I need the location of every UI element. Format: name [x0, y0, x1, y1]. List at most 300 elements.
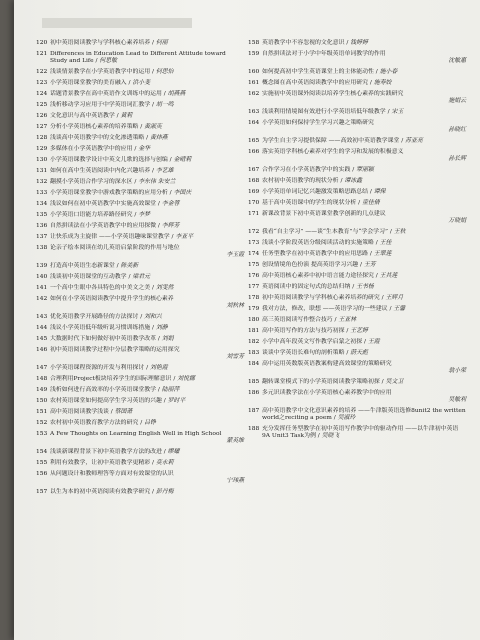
entry-title-text: 实施初中英语课外阅读以培养学生核心素养的实践研究 — [262, 91, 404, 97]
toc-entry — [248, 350, 466, 357]
entry-author: 吴淑玲 — [337, 415, 356, 421]
entry-title-text: 初中英语阅读教学与学科核心素养培养 — [50, 40, 151, 46]
toc-right-column — [248, 40, 466, 444]
entry-title-text: 多媒体在小学英语教学中的应用 — [50, 146, 133, 152]
entry-title: 初中英语阅读教学与学科核心素养培养的研究 / 王辉月 — [262, 295, 404, 301]
entry-author: 刘悦娜 — [177, 376, 195, 382]
entry-title-text: 合理利用Project板块培养学生的国际理解意识 — [50, 376, 172, 382]
toc-entry — [36, 102, 244, 109]
entry-title-text: 英语教学中不容忽视的文化意识 — [262, 40, 345, 46]
entry-author: 胡燕燕 — [167, 91, 186, 97]
entry-title-text: 浅谈新课程背景下初中英语教学方法的改进 — [50, 449, 162, 455]
entry-author: 覃丽颖 — [356, 167, 374, 173]
toc-entry — [248, 40, 466, 47]
entry-title-text: 高中运用英数版英语教案构建高效课堂的策略研究 — [262, 361, 392, 367]
entry-title: 充分发挥任务型教学在初中英语写作教学中的驱动作用 ——以牛津初中英语9A Unit3 Task为例 / 吴晓飞 — [262, 426, 459, 439]
entry-title-text: 如何在高中生英语阅读中内化兴趣培养 — [50, 168, 151, 174]
entry-page-number: 150 — [36, 398, 48, 404]
toc-entry — [36, 387, 244, 394]
entry-author: 钱婷婷 — [350, 40, 368, 46]
book-page — [14, 0, 480, 640]
entry-title-text: 小学英语课堂教学中游戏教学策略的应用分析 — [50, 190, 168, 196]
entry-author: 何丽 — [155, 40, 168, 46]
entry-title — [262, 51, 466, 58]
entry-title — [262, 390, 466, 397]
toc-entry — [36, 234, 244, 241]
entry-author: 王芳 — [363, 262, 376, 268]
entry-title: 农村初中英语教育教学方法的研究 / 吕铮 — [50, 420, 156, 426]
entry-title-text: 农村初中英语教学的现状分析 — [262, 178, 339, 184]
toc-entry — [248, 149, 466, 163]
entry-title: 合理利用Project板块培养学生的国际理解意识 / 刘悦娜 — [50, 376, 195, 382]
entry-title: 创设情境角色扮演 提高英语学习兴趣 / 王芳 — [262, 262, 376, 268]
entry-author: 李亚平 — [175, 234, 194, 240]
entry-author: 洪小斐 — [132, 80, 150, 86]
entry-author: 王秋 — [393, 229, 406, 235]
entry-page-number: 137 — [36, 234, 48, 240]
entry-title: 话题背景教学在高中英语作文训练中的运用 / 胡燕燕 — [50, 91, 186, 97]
entry-title-text: 高三英语阅读写作整合技巧 — [262, 317, 333, 323]
entry-page-number: 168 — [248, 178, 260, 184]
toc-entry — [248, 91, 466, 105]
entry-page-number: 156 — [36, 471, 48, 477]
entry-author: 陈美新 — [120, 263, 139, 269]
entry-title-text: 从问题设计和教师理答等方面对有效课堂的认识 — [50, 471, 174, 477]
entry-author: 童佳倩 — [361, 200, 380, 206]
toc-entry — [248, 178, 466, 185]
entry-author: 何思敏 — [99, 58, 117, 64]
entry-author: 罗时平 — [167, 398, 186, 404]
entry-page-number: 130 — [36, 157, 48, 163]
entry-page-number: 140 — [36, 274, 48, 280]
entry-author: 王霞 — [367, 339, 380, 345]
entry-title: 谈谈中学英语长难句的剖析策略 / 蔚天彪 — [262, 350, 368, 356]
entry-page-number: 124 — [36, 91, 48, 97]
entry-title-text: 我看“自主学习” ——谈“生本教育”与“学会学习” — [262, 229, 388, 235]
entry-author: 宋玉 — [391, 109, 404, 115]
entry-page-number: 139 — [36, 263, 48, 269]
entry-author: 吕铮 — [144, 420, 156, 426]
toc-entry — [36, 460, 244, 467]
entry-title: 翻摸小学英语合作学习的深水区 / 李东伟 朱安兰 — [50, 179, 176, 185]
entry-author: 王翠莲 — [373, 251, 392, 257]
entry-page-number: 166 — [248, 149, 260, 155]
entry-title: 浅析如何进行高效率的小学英语课堂教学 / 陆丽萍 — [50, 387, 180, 393]
toc-entry — [248, 211, 466, 225]
entry-author: 吴敏利 — [448, 397, 466, 403]
entry-title: 浅谈高中英语教学中的文化渗透策略 / 黄炜燕 — [50, 135, 168, 141]
entry-title-text: 高中英语教学中文化意识素养的培养 ——牛津版英语选修8unit2 the written world之reciting a poem — [262, 408, 466, 421]
entry-title-text: 小学英语课堂教学的美育融入 — [50, 80, 127, 86]
entry-author: 刘静 — [155, 325, 168, 331]
entry-author: 施娟云 — [448, 98, 466, 104]
entry-author: 金华 — [138, 146, 150, 152]
entry-title: 优化英语教学开展路径的方法探讨 / 刘和兴 — [50, 314, 162, 320]
toc-entry — [36, 135, 244, 142]
entry-author: 蔡国萧 — [114, 409, 133, 415]
entry-author: 李辉芳 — [161, 223, 180, 229]
entry-title-text: 高中英语写作的方法与技巧初探 — [262, 328, 345, 334]
toc-entry — [248, 306, 466, 313]
entry-title: 高中英语核心素养中初中语言能力途径探究 / 王其莲 — [262, 273, 398, 279]
entry-author: 宁玮燕 — [226, 478, 244, 484]
entry-title: 翻转课堂模式下的小学英语阅读教学策略初探 / 吴文卫 — [262, 379, 404, 385]
entry-page-number: 174 — [248, 251, 260, 257]
entry-title-text: 利用有效教学，让初中英语教学更精彩 — [50, 460, 151, 466]
entry-title-text: 谈谈中学英语长难句的剖析策略 — [262, 350, 345, 356]
entry-author: 翁小荣 — [448, 368, 466, 374]
entry-page-number: 185 — [248, 379, 260, 385]
entry-title: 高中英语写作的方法与技巧初探 / 王艺婷 — [262, 328, 368, 334]
entry-title: 高三英语阅读写作整合技巧 / 王亚林 — [262, 317, 357, 323]
entry-title-text: 一个高中生眼中各具特色的中美文之美 — [50, 285, 151, 291]
entry-title: 浅谈小学阶段英语分级阅读活动的实施策略 / 王佳 — [262, 240, 392, 246]
entry-page-number: 176 — [248, 273, 260, 279]
entry-title-text: 以生为本的初中英语阅读有效教学研究 — [50, 489, 151, 495]
entry-title-text: 浅析移动学习应用于中学英语词汇教学 — [50, 102, 151, 108]
entry-page-number: 138 — [36, 245, 48, 251]
entry-page-number: 131 — [36, 168, 48, 174]
entry-title: 自然拼读法在小学英语教学中的应用探微 / 李辉芳 — [50, 223, 180, 229]
entry-title: 小学英语课堂教学的美育融入 / 洪小斐 — [50, 80, 150, 86]
entry-page-number: 161 — [248, 80, 260, 86]
entry-page-number: 172 — [248, 229, 260, 235]
entry-author: 黄淑英 — [144, 124, 162, 130]
entry-page-number: 177 — [248, 284, 260, 290]
entry-page-number: 184 — [248, 361, 260, 367]
entry-title: 小学英语口语能力培养路径研究 / 李梦 — [50, 212, 150, 218]
entry-title: 概念图在高中英语阅读教学中的应用研究 / 施寿姣 — [262, 80, 392, 86]
entry-author: 王馨 — [393, 306, 406, 312]
entry-page-number: 179 — [248, 306, 260, 312]
toc-left-column — [36, 40, 244, 500]
entry-title: 分析小学英语核心素养的培养策略 / 黄淑英 — [50, 124, 162, 130]
entry-page-number: 142 — [36, 296, 48, 302]
entry-page-number: 122 — [36, 69, 48, 75]
toc-entry — [248, 138, 466, 145]
entry-title-text: 话题背景教学在高中英语作文训练中的运用 — [50, 91, 162, 97]
entry-page-number: 157 — [36, 489, 48, 495]
entry-title: 让快乐成为主旋律 ——小学英语趣味课堂教学 / 李亚平 — [50, 234, 194, 240]
entry-title-text: 浅谈初中英语课堂的互动教学 — [50, 274, 127, 280]
toc-entry — [36, 245, 244, 259]
entry-page-number: 144 — [36, 325, 48, 331]
entry-title: 如何在高中生英语阅读中内化兴趣培养 / 李艺雄 — [50, 168, 174, 174]
toc-entry — [36, 124, 244, 131]
entry-page-number: 123 — [36, 80, 48, 86]
entry-title-text: 让快乐成为主旋律 ——小学英语趣味课堂教学 — [50, 234, 170, 240]
entry-page-number: 149 — [36, 387, 48, 393]
entry-title — [50, 296, 244, 303]
entry-author: 王书杨 — [356, 284, 374, 290]
entry-author: 谭保 — [373, 189, 386, 195]
entry-author: 苏亚亮 — [405, 138, 423, 144]
entry-title-text: 高中英语阅读教学浅谈 — [50, 409, 109, 415]
entry-author: 刘艳霞 — [149, 365, 168, 371]
entry-author: 刘雪芳 — [226, 354, 244, 360]
toc-entry — [248, 262, 466, 269]
entry-author: 蔚天彪 — [350, 350, 368, 356]
entry-title — [262, 149, 466, 156]
toc-entry — [248, 317, 466, 324]
entry-title: 浅议如何在初中英语教学中实施高效课堂 / 李金蓉 — [50, 201, 180, 207]
entry-page-number: 133 — [36, 190, 48, 196]
toc-entry — [248, 51, 466, 65]
entry-author: 谭冰鑫 — [344, 178, 362, 184]
toc-entry — [36, 409, 244, 416]
entry-title-text: 农村英语课堂如何提高学生学习英语的兴趣 — [50, 398, 162, 404]
entry-title: 合作学习在小学英语教学中的实践 / 覃丽颖 — [262, 167, 374, 173]
entry-page-number: 134 — [36, 201, 48, 207]
entry-title-text: 论亲子绘本阅读在幼儿英语启蒙阶段的作用与地位 — [50, 245, 180, 251]
entry-author: 施小春 — [379, 69, 398, 75]
entry-page-number: 125 — [36, 102, 48, 108]
entry-page-number: 171 — [248, 211, 260, 217]
entry-page-number: 155 — [36, 460, 48, 466]
toc-entry — [248, 240, 466, 247]
entry-page-number: 169 — [248, 189, 260, 195]
entry-page-number: 188 — [248, 426, 260, 432]
entry-author: 吴文卫 — [385, 379, 404, 385]
entry-title: 小学英语课教学设计中英文儿歌的选择与创编 / 金晴莉 — [50, 157, 192, 163]
entry-page-number: 186 — [248, 390, 260, 396]
entry-title-text: 小学中高年段英文写作教学启蒙之初探 — [262, 339, 363, 345]
toc-entry — [248, 229, 466, 236]
entry-title-text: 为学生自主学习提供保障 ——高效初中英语教学课堂 — [262, 138, 400, 144]
toc-entry — [248, 109, 466, 116]
entry-title: 高中英语教学中文化意识素养的培养 ——牛津版英语选修8unit2 the written world之reciting a poem / 吴淑玲 — [262, 408, 466, 421]
entry-title-text: 概念图在高中英语阅读教学中的应用研究 — [262, 80, 369, 86]
entry-title: 英语阅读中的固定句式的总结归纳 / 王书杨 — [262, 284, 374, 290]
toc-entry — [36, 80, 244, 87]
entry-page-number: 159 — [248, 51, 260, 57]
entry-author: 王艺婷 — [350, 328, 368, 334]
toc-entry — [36, 263, 244, 270]
entry-page-number: 151 — [36, 409, 48, 415]
entry-title-text: 优化英语教学开展路径的方法探讨 — [50, 314, 139, 320]
entry-page-number: 158 — [248, 40, 260, 46]
entry-author: 施寿姣 — [373, 80, 392, 86]
entry-title — [262, 120, 466, 127]
entry-page-number: 127 — [36, 124, 48, 130]
toc-entry — [36, 296, 244, 310]
toc-entry — [248, 390, 466, 404]
entry-title-text: 多元识读教学法在小学英语核心素养教学中的应用 — [262, 390, 392, 396]
entry-title: 多媒体在小学英语教学中的应用 / 金华 — [50, 146, 150, 152]
entry-author: 黄莉 — [120, 113, 133, 119]
entry-author: 沈敏惠 — [448, 58, 466, 64]
entry-author: 王辉月 — [385, 295, 404, 301]
entry-title: 初中英语阅读教学与学科核心素养培养 / 何丽 — [50, 40, 168, 46]
entry-title: 小学英语课堂教学中游戏教学策略的应用分析 / 李国庆 — [50, 190, 192, 196]
entry-title: 浅议小学英语低年级听说习惯训练措施 / 刘静 — [50, 325, 168, 331]
toc-entry — [36, 146, 244, 153]
entry-author: 莫永莉 — [155, 460, 174, 466]
toc-entry — [36, 190, 244, 197]
entry-page-number: 143 — [36, 314, 48, 320]
toc-entry — [36, 179, 244, 186]
entry-author: 孙长辉 — [448, 156, 466, 162]
entry-title: 浅谈利用情境图有效进行小学英语培低年级教学 / 宋玉 — [262, 109, 404, 115]
entry-title — [50, 245, 244, 252]
entry-title — [262, 91, 466, 98]
toc-entry — [36, 471, 244, 485]
toc-entry — [36, 365, 244, 372]
entry-title: 小学英语课程资源的开发与利用探讨 / 刘艳霞 — [50, 365, 168, 371]
entry-author: 金晴莉 — [173, 157, 192, 163]
entry-title-text: 分析小学英语核心素养的培养策略 — [50, 124, 139, 130]
entry-page-number: 126 — [36, 113, 48, 119]
entry-page-number: 147 — [36, 365, 48, 371]
entry-page-number: 145 — [36, 336, 48, 342]
entry-title: 基于高中英语课中的学生的现状分析 / 童佳倩 — [262, 200, 380, 206]
entry-author: 王佳 — [379, 240, 392, 246]
entry-title-text: 浅议小学英语低年级听说习惯训练措施 — [50, 325, 151, 331]
entry-title-text: 浅谈高中英语教学中的文化渗透策略 — [50, 135, 145, 141]
toc-entry — [248, 295, 466, 302]
entry-author: 陆丽萍 — [161, 387, 180, 393]
entry-page-number: 132 — [36, 179, 48, 185]
toc-entry — [36, 398, 244, 405]
entry-title: 英语教学中不容忽视的文化意识 / 钱婷婷 — [262, 40, 368, 46]
entry-title — [262, 211, 466, 218]
entry-author: 胡一鸣 — [155, 102, 174, 108]
entry-title: 农村英语课堂如何提高学生学习英语的兴趣 / 罗时平 — [50, 398, 186, 404]
entry-author: 缪耀 — [167, 449, 180, 455]
entry-title: 浅谈新课程背景下初中英语教学方法的改进 / 缪耀 — [50, 449, 180, 455]
toc-entry — [36, 431, 244, 445]
toc-entry — [36, 420, 244, 427]
entry-page-number: 120 — [36, 40, 48, 46]
entry-page-number: 153 — [36, 431, 48, 437]
entry-title: 利用有效教学，让初中英语教学更精彩 / 莫永莉 — [50, 460, 174, 466]
toc-entry — [248, 426, 466, 440]
entry-page-number: 167 — [248, 167, 260, 173]
entry-title-text: 自然拼读法在小学英语教学中的应用探微 — [50, 223, 157, 229]
entry-page-number: 164 — [248, 120, 260, 126]
entry-title-text: 浅议如何在初中英语教学中实施高效课堂 — [50, 201, 157, 207]
toc-entry — [36, 69, 244, 76]
entry-author: 刘秋林 — [226, 303, 244, 309]
entry-page-number: 181 — [248, 328, 260, 334]
entry-page-number: 165 — [248, 138, 260, 144]
entry-title-text: 如何提高初中学生英语课堂上的主体能动性 — [262, 69, 374, 75]
toc-entry — [248, 200, 466, 207]
entry-author: 刘雯然 — [155, 285, 174, 291]
toc-entry — [248, 379, 466, 386]
entry-title: 大数据时代下如何做好初中英语教学改革 / 刘娟 — [50, 336, 174, 342]
entry-title-text: 基于高中英语课中的学生的现状分析 — [262, 200, 357, 206]
toc-entry — [36, 212, 244, 219]
entry-title-text: 浅谈小学阶段英语分级阅读活动的实施策略 — [262, 240, 374, 246]
entry-title-text: 文化意识与高中英语教学 — [50, 113, 115, 119]
entry-page-number: 148 — [36, 376, 48, 382]
entry-title-text: 创设情境角色扮演 提高英语学习兴趣 — [262, 262, 359, 268]
entry-title-text: 英语阅读中的固定句式的总结归纳 — [262, 284, 351, 290]
entry-author: 刘和兴 — [144, 314, 162, 320]
entry-author: 孙晓红 — [448, 127, 466, 133]
entry-title: 我看“自主学习” ——谈“生本教育”与“学会学习” / 王秋 — [262, 229, 406, 235]
entry-title-text: 初中英语阅读教学过程中分层教学策略的运用探究 — [50, 347, 180, 353]
entry-page-number: 173 — [248, 240, 260, 246]
toc-entry — [248, 361, 466, 375]
entry-title: 农村初中英语教学的现状分析 / 谭冰鑫 — [262, 178, 362, 184]
toc-entry — [36, 325, 244, 332]
toc-entry — [36, 223, 244, 230]
toc-entry — [36, 314, 244, 321]
entry-page-number: 180 — [248, 317, 260, 323]
entry-page-number: 182 — [248, 339, 260, 345]
entry-title: 为学生自主学习提供保障 ——高效初中英语教学课堂 / 苏亚亮 — [262, 138, 423, 144]
entry-title-text: 新课改背景下初中英语课堂教学创新的几点建议 — [262, 211, 386, 217]
entry-title: 如何提高初中学生英语课堂上的主体能动性 / 施小春 — [262, 69, 398, 75]
entry-title — [50, 347, 244, 354]
entry-page-number: 121 — [36, 51, 48, 57]
entry-page-number: 160 — [248, 69, 260, 75]
entry-title-text: 落实英语学科核心素养对学生的学习和发展的积极意义 — [262, 149, 404, 155]
entry-author: 万晓娟 — [448, 218, 466, 224]
entry-title-text: 小学英语单词记忆兴趣激发策略思路总结 — [262, 189, 369, 195]
entry-title-text: 大数据时代下如何做好初中英语教学改革 — [50, 336, 157, 342]
toc-entry — [36, 336, 244, 343]
toc-entry — [36, 157, 244, 164]
entry-title-text: 浅谈情景教学在小学英语教学中的运用 — [50, 69, 151, 75]
toc-entry — [248, 189, 466, 196]
entry-title-text: 我对方法，修改，联想 ——英语学习的一些建议 — [262, 306, 388, 312]
entry-author: 王其莲 — [379, 273, 398, 279]
entry-title: 浅析移动学习应用于中学英语词汇教学 / 胡一鸣 — [50, 102, 174, 108]
entry-page-number: 183 — [248, 350, 260, 356]
entry-title-text: 合作学习在小学英语教学中的实践 — [262, 167, 351, 173]
entry-page-number: 170 — [248, 200, 260, 206]
entry-title-text: 浅析如何进行高效率的小学英语课堂教学 — [50, 387, 157, 393]
toc-entry — [36, 168, 244, 175]
toc-entry — [248, 273, 466, 280]
toc-entry — [36, 376, 244, 383]
entry-page-number: 162 — [248, 91, 260, 97]
entry-author: 王亚林 — [338, 317, 357, 323]
entry-page-number: 152 — [36, 420, 48, 426]
entry-page-number: 136 — [36, 223, 48, 229]
entry-title-text: 初中英语阅读教学与学科核心素养培养的研究 — [262, 295, 380, 301]
toc-entry — [248, 284, 466, 291]
entry-title-text: 自然拼读法对于小学中年级英语单词教学的作用 — [262, 51, 386, 57]
entry-page-number: 141 — [36, 285, 48, 291]
entry-title-text: 任务型教学在初中英语教学中的应用思路 — [262, 251, 369, 257]
entry-title-text: 小学英语如何保持学生学习兴趣之策略研究 — [262, 120, 374, 126]
toc-entry — [248, 69, 466, 76]
entry-author: 李梦 — [138, 212, 150, 218]
entry-author: 蒙英维 — [226, 438, 244, 444]
entry-title — [50, 431, 244, 438]
toc-entry — [36, 347, 244, 361]
entry-title: Differences in Education Lead to Different Attitude toward Study and Life / 何思敏 — [50, 51, 226, 64]
toc-entry — [36, 449, 244, 456]
entry-page-number: 178 — [248, 295, 260, 301]
toc-entry — [36, 489, 244, 496]
toc-entry — [36, 113, 244, 120]
entry-title-text: 小学英语课教学设计中英文儿歌的选择与创编 — [50, 157, 168, 163]
entry-page-number: 163 — [248, 109, 260, 115]
entry-title — [262, 361, 466, 368]
entry-author: 彭丹梅 — [155, 489, 174, 495]
entry-author: 李金蓉 — [161, 201, 180, 207]
toc-entry — [248, 120, 466, 134]
page-header-bar — [42, 18, 192, 28]
entry-author: 李艺雄 — [155, 168, 174, 174]
entry-title: 任务型教学在初中英语教学中的应用思路 / 王翠莲 — [262, 251, 392, 257]
toc-entry — [36, 40, 244, 47]
